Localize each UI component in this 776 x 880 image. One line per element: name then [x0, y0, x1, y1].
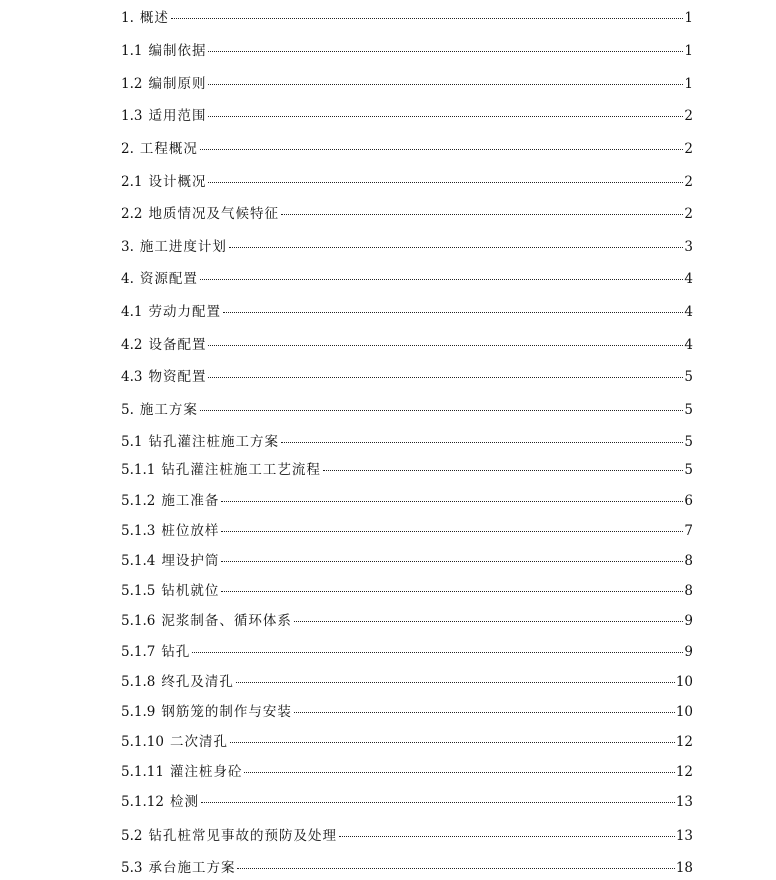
toc-dot-leader — [200, 149, 684, 150]
toc-dot-leader — [208, 377, 683, 378]
toc-entry[interactable] — [121, 237, 693, 257]
toc-entry-title: 钻孔桩常见事故的预防及处理 — [148, 828, 337, 844]
toc-entry-page: 2 — [684, 108, 693, 124]
toc-entry-title: 钢筋笼的制作与安装 — [161, 704, 292, 720]
toc-entry-number: 5.1 — [121, 434, 143, 450]
toc-entry[interactable] — [121, 139, 693, 159]
toc-dot-leader — [221, 531, 683, 532]
toc-dot-leader — [200, 279, 684, 280]
toc-dot-leader — [221, 501, 683, 502]
toc-entry[interactable] — [121, 400, 693, 420]
toc-dot-leader — [236, 682, 675, 683]
toc-dot-leader — [171, 18, 684, 19]
toc-entry[interactable] — [121, 335, 693, 355]
toc-entry[interactable] — [121, 491, 693, 511]
toc-entry-page: 1 — [684, 43, 693, 59]
toc-entry-title: 编制依据 — [148, 43, 207, 59]
toc-entry-number: 4.1 — [121, 304, 143, 320]
toc-entry-title: 施工进度计划 — [139, 239, 227, 255]
toc-entry[interactable] — [121, 460, 693, 480]
toc-entry[interactable] — [121, 642, 693, 662]
toc-entry-page: 4 — [684, 271, 693, 287]
toc-entry-page: 12 — [675, 734, 693, 750]
toc-entry-number: 5.2 — [121, 828, 143, 844]
toc-entry[interactable] — [121, 672, 693, 692]
toc-entry-page: 3 — [684, 239, 693, 255]
toc-entry-number: 1.1 — [121, 43, 143, 59]
toc-dot-leader — [221, 591, 683, 592]
toc-entry-title: 设计概况 — [148, 174, 207, 190]
toc-entry-page: 5 — [684, 402, 693, 418]
toc-entry-title: 概述 — [139, 10, 169, 26]
toc-dot-leader — [323, 470, 684, 471]
toc-entry-title: 编制原则 — [148, 76, 207, 92]
toc-entry-number: 4.3 — [121, 369, 143, 385]
toc-entry-number: 5.1.7 — [121, 644, 156, 660]
toc-entry-number: 5. — [121, 402, 134, 418]
toc-entry-number: 1.3 — [121, 108, 143, 124]
toc-entry-title: 桩位放样 — [161, 523, 220, 539]
toc-dot-leader — [208, 116, 683, 117]
toc-entry-title: 施工方案 — [139, 402, 198, 418]
toc-dot-leader — [339, 836, 675, 837]
toc-entry-page: 2 — [684, 174, 693, 190]
toc-entry-page: 8 — [684, 583, 693, 599]
toc-dot-leader — [200, 410, 684, 411]
toc-entry-number: 5.1.2 — [121, 493, 156, 509]
toc-dot-leader — [221, 561, 683, 562]
toc-entry-number: 1. — [121, 10, 134, 26]
toc-entry-title: 钻孔 — [161, 644, 191, 660]
toc-entry-number: 5.1.3 — [121, 523, 156, 539]
toc-dot-leader — [294, 712, 675, 713]
toc-dot-leader — [208, 182, 683, 183]
toc-entry[interactable] — [121, 826, 693, 846]
toc-entry-page: 1 — [684, 10, 693, 26]
toc-entry-number: 5.1.12 — [121, 794, 164, 810]
toc-dot-leader — [244, 772, 674, 773]
toc-entry[interactable] — [121, 432, 693, 452]
toc-dot-leader — [208, 51, 683, 52]
toc-dot-leader — [201, 802, 675, 803]
toc-entry-number: 2. — [121, 141, 134, 157]
toc-entry-page: 9 — [684, 613, 693, 629]
toc-entry-title: 钻孔灌注桩施工方案 — [148, 434, 279, 450]
toc-entry-page: 5 — [684, 434, 693, 450]
toc-entry-number: 4. — [121, 271, 134, 287]
toc-entry-page: 18 — [675, 860, 693, 876]
toc-entry[interactable] — [121, 367, 693, 387]
toc-entry[interactable] — [121, 172, 693, 192]
toc-entry-title: 终孔及清孔 — [161, 674, 234, 690]
toc-dot-leader — [208, 84, 683, 85]
toc-entry-number: 5.1.9 — [121, 704, 156, 720]
toc-entry[interactable] — [121, 106, 693, 126]
toc-entry[interactable] — [121, 611, 693, 631]
toc-entry-page: 9 — [684, 644, 693, 660]
toc-entry-page: 2 — [684, 206, 693, 222]
toc-dot-leader — [237, 868, 674, 869]
toc-entry-title: 承台施工方案 — [148, 860, 236, 876]
toc-entry-title: 设备配置 — [148, 337, 207, 353]
toc-entry-page: 7 — [684, 523, 693, 539]
toc-entry-title: 检测 — [169, 794, 199, 810]
toc-entry-number: 5.1.10 — [121, 734, 164, 750]
toc-entry-title: 灌注桩身砼 — [169, 764, 243, 780]
toc-entry-title: 资源配置 — [139, 271, 198, 287]
toc-entry-page: 4 — [684, 304, 693, 320]
toc-entry[interactable] — [121, 762, 693, 782]
toc-entry-page: 13 — [675, 828, 693, 844]
toc-entry[interactable] — [121, 732, 693, 752]
toc-entry-number: 5.1.6 — [121, 613, 156, 629]
toc-dot-leader — [230, 742, 675, 743]
toc-entry[interactable] — [121, 521, 693, 541]
toc-entry[interactable] — [121, 302, 693, 322]
toc-entry-page: 4 — [684, 337, 693, 353]
toc-entry-page: 10 — [675, 674, 693, 690]
toc-entry-title: 劳动力配置 — [148, 304, 221, 320]
toc-entry-title: 钻孔灌注桩施工工艺流程 — [161, 462, 321, 478]
toc-entry-number: 5.1.5 — [121, 583, 156, 599]
toc-entry-number: 2.2 — [121, 206, 143, 222]
toc-entry-title: 工程概况 — [139, 141, 198, 157]
toc-entry-page: 13 — [675, 794, 693, 810]
toc-entry-title: 地质情况及气候特征 — [148, 206, 279, 222]
toc-entry-page: 5 — [684, 369, 693, 385]
toc-entry[interactable] — [121, 702, 693, 722]
toc-entry-page: 2 — [684, 141, 693, 157]
toc-entry-title: 适用范围 — [148, 108, 207, 124]
toc-entry-page: 1 — [684, 76, 693, 92]
toc-entry-number: 5.1.1 — [121, 462, 156, 478]
toc-entry[interactable] — [121, 204, 693, 224]
toc-entry-page: 6 — [684, 493, 693, 509]
toc-dot-leader — [192, 652, 683, 653]
toc-entry-title: 泥浆制备、循环体系 — [161, 613, 292, 629]
toc-entry-title: 二次清孔 — [169, 734, 228, 750]
toc-entry[interactable] — [121, 74, 693, 94]
toc-entry-title: 埋设护筒 — [161, 553, 220, 569]
toc-entry[interactable] — [121, 41, 693, 61]
toc-entry-title: 物资配置 — [148, 369, 207, 385]
toc-entry[interactable] — [121, 551, 693, 571]
toc-entry-page: 5 — [684, 462, 693, 478]
toc-entry[interactable] — [121, 269, 693, 289]
toc-entry-number: 5.1.11 — [121, 764, 164, 780]
toc-entry-number: 4.2 — [121, 337, 143, 353]
toc-entry[interactable] — [121, 792, 693, 812]
toc-entry-number: 1.2 — [121, 76, 143, 92]
toc-dot-leader — [281, 214, 683, 215]
toc-entry-number: 5.3 — [121, 860, 143, 876]
toc-dot-leader — [294, 621, 684, 622]
toc-entry-number: 5.1.4 — [121, 553, 156, 569]
toc-entry-title: 施工准备 — [161, 493, 220, 509]
toc-entry[interactable] — [121, 858, 693, 878]
toc-entry-title: 钻机就位 — [161, 583, 220, 599]
toc-entry-number: 5.1.8 — [121, 674, 156, 690]
toc-entry[interactable] — [121, 581, 693, 601]
toc-dot-leader — [208, 345, 683, 346]
toc-entry-number: 3. — [121, 239, 134, 255]
toc-entry[interactable] — [121, 8, 693, 28]
toc-entry-number: 2.1 — [121, 174, 143, 190]
toc-entry-page: 8 — [684, 553, 693, 569]
toc-dot-leader — [223, 312, 683, 313]
toc-dot-leader — [281, 442, 683, 443]
toc-entry-page: 10 — [675, 704, 693, 720]
toc-dot-leader — [229, 247, 684, 248]
toc-entry-page: 12 — [675, 764, 693, 780]
